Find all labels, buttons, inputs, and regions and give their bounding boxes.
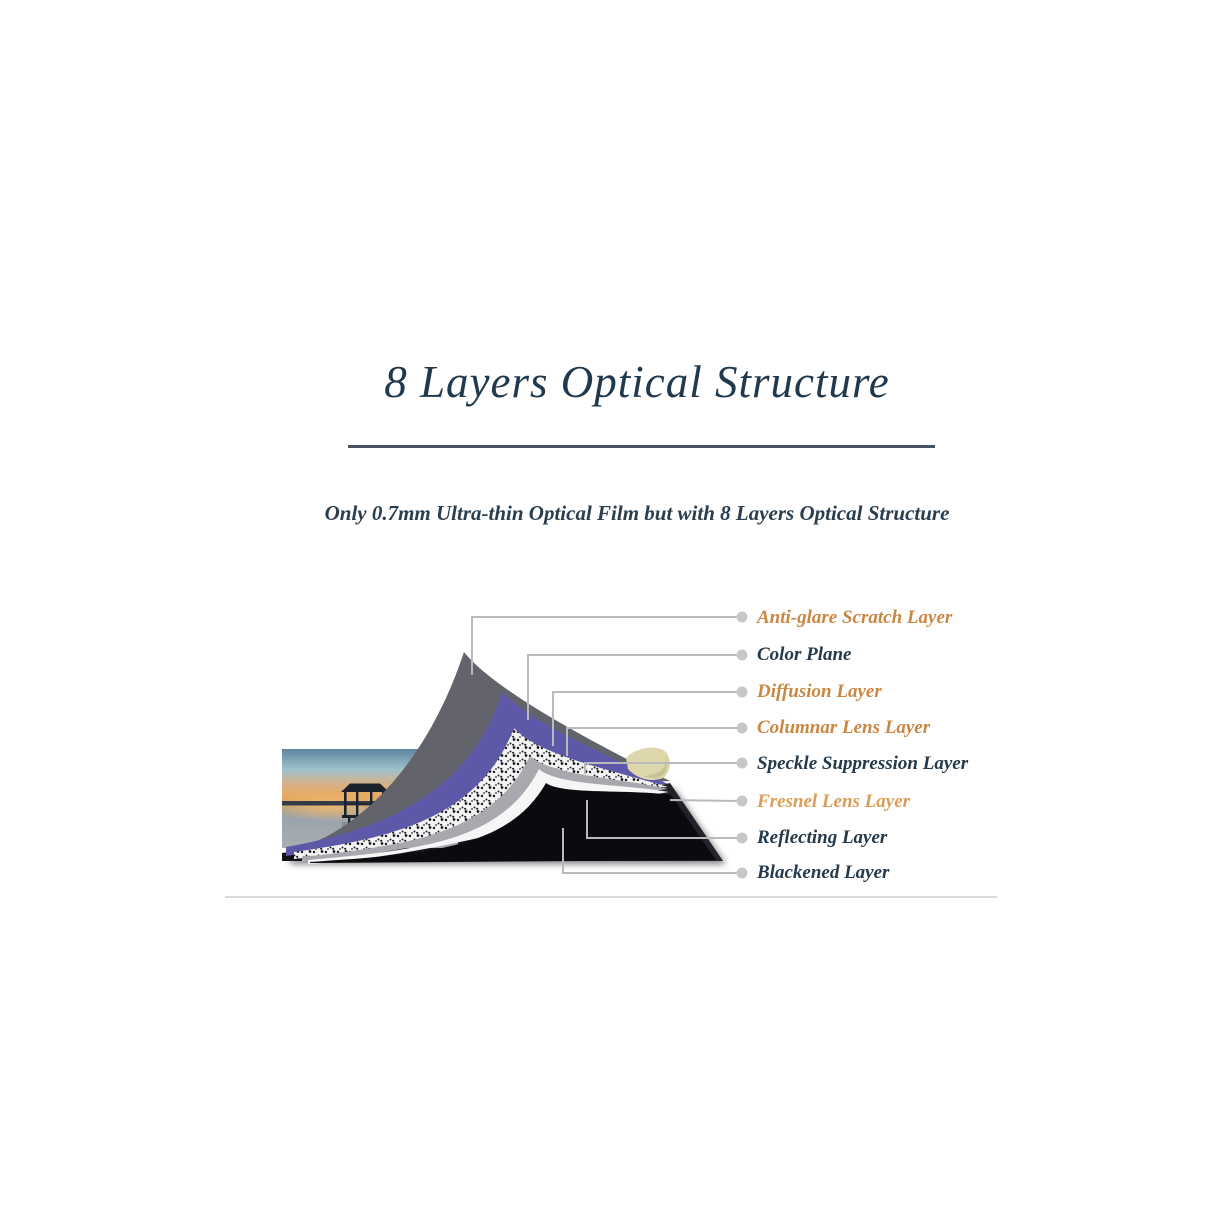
label-dot — [737, 833, 748, 844]
layer-label-speckle: Speckle Suppression Layer — [757, 753, 969, 774]
layer-diagram — [240, 570, 760, 900]
bottom-divider — [225, 896, 997, 898]
label-dot — [737, 868, 748, 879]
label-dots — [737, 612, 748, 879]
layer-label-antiglare: Anti-glare Scratch Layer — [757, 607, 953, 628]
layer-label-blackened: Blackened Layer — [757, 862, 890, 883]
leader-line — [472, 617, 738, 675]
page-title: 8 Layers Optical Structure — [384, 357, 890, 407]
label-dot — [737, 796, 748, 807]
leader-line — [528, 655, 738, 720]
leader-line — [670, 800, 738, 801]
label-dot — [737, 687, 748, 698]
layer-label-diffusion: Diffusion Layer — [757, 681, 882, 702]
layer-label-color-plane: Color Plane — [757, 644, 852, 665]
label-dot — [737, 723, 748, 734]
layer-label-fresnel: Fresnel Lens Layer — [757, 791, 911, 812]
label-dot — [737, 612, 748, 623]
title-underline — [348, 445, 935, 448]
label-dot — [737, 650, 748, 661]
layer-label-reflecting: Reflecting Layer — [757, 827, 888, 848]
page-subtitle: Only 0.7mm Ultra-thin Optical Film but with 8 Layers Optical Structure — [324, 501, 950, 525]
label-dot — [737, 758, 748, 769]
layer-label-columnar: Columnar Lens Layer — [757, 717, 931, 738]
